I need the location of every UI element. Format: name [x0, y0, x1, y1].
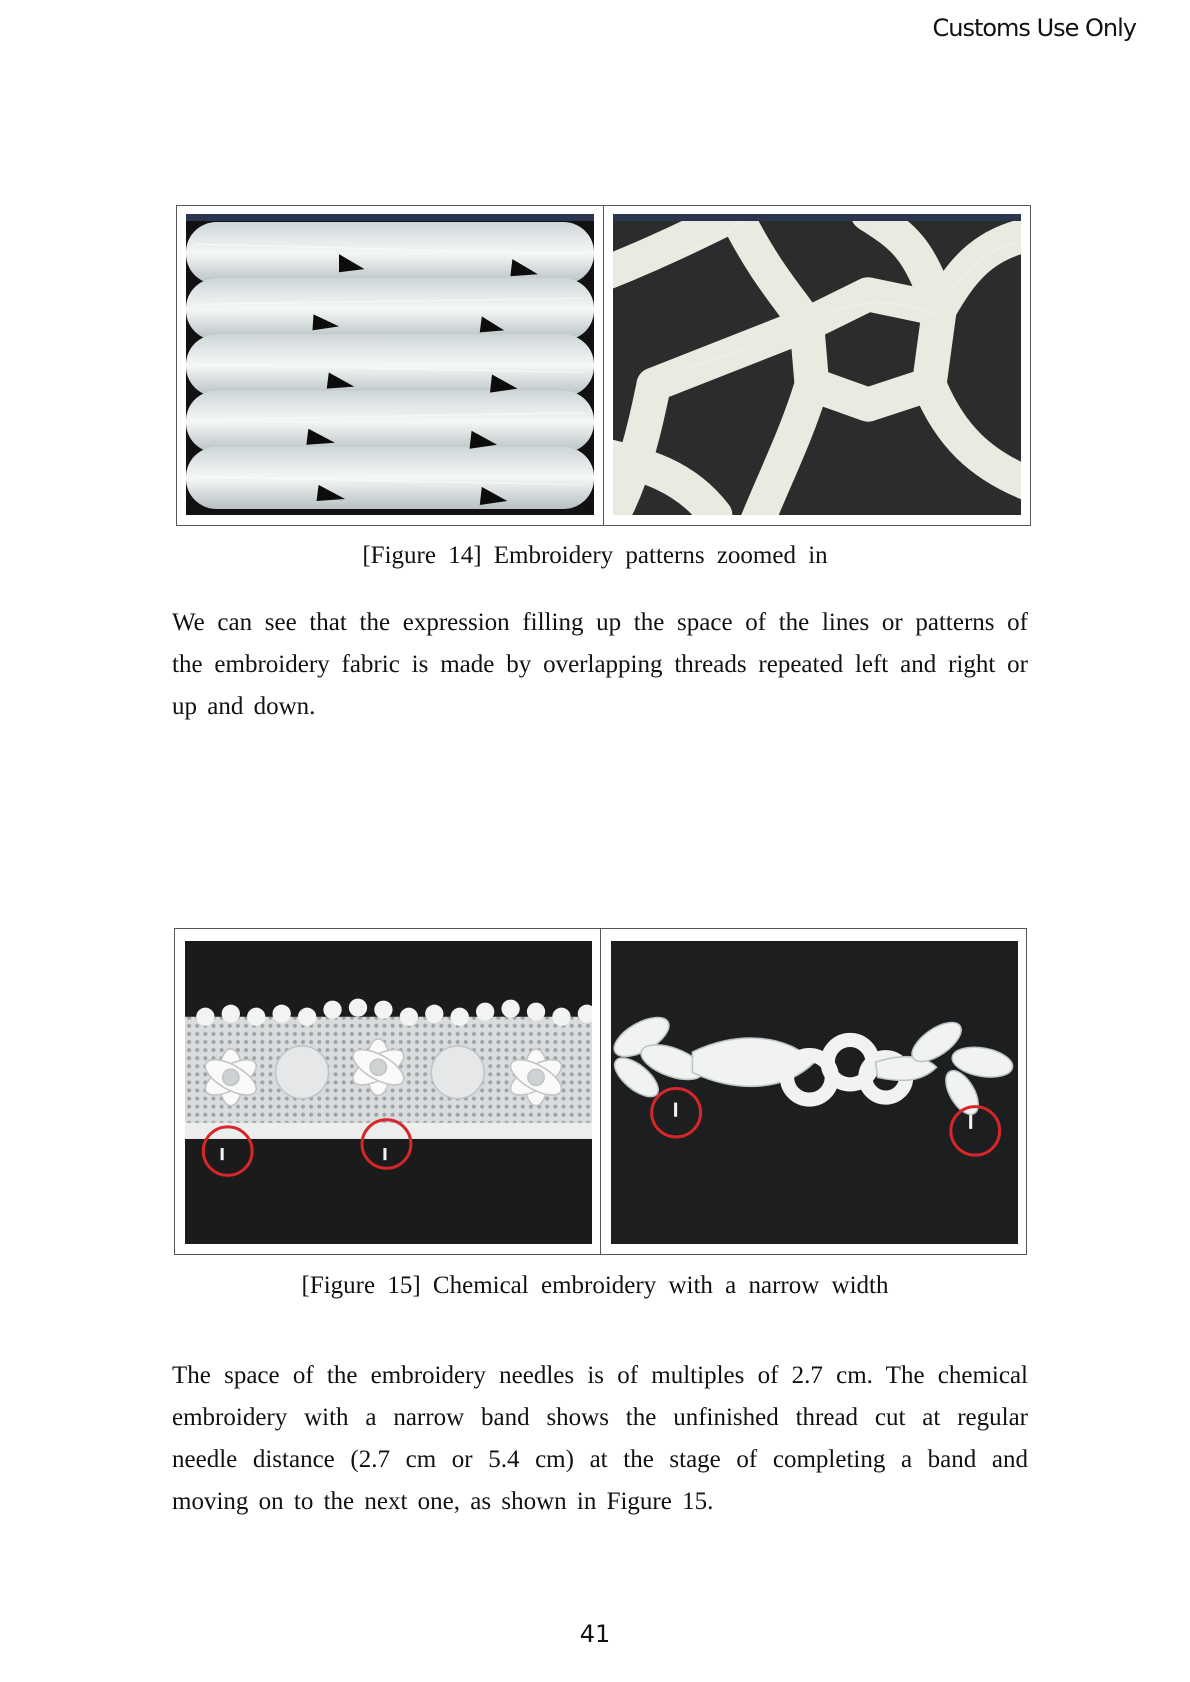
page-number: 41 — [579, 1620, 611, 1648]
header-classification: Customs Use Only — [932, 14, 1136, 42]
figure-15-right-cell — [600, 929, 1026, 1254]
figure-15-caption: [Figure 15] Chemical embroidery with a narrow width — [301, 1272, 889, 1299]
body-paragraph-1: We can see that the expression filling up the space of the lines or patterns of the embroidery fabric is made by overlapping threads repeated left and right or up and down. — [172, 609, 1028, 720]
figure-14-left-cell — [177, 206, 603, 525]
figure-14-right-cell — [603, 206, 1030, 525]
microscope-info-bar — [186, 214, 594, 221]
microscope-info-bar — [613, 214, 1021, 221]
figure-14-caption: [Figure 14] Embroidery patterns zoomed in — [362, 542, 828, 569]
figure-15-left-cell — [175, 929, 600, 1254]
figure-14-frame — [176, 205, 1031, 526]
lace-band-leaves-photo-icon — [611, 941, 1018, 1244]
lace-band-flowers-photo-icon — [185, 941, 592, 1244]
microscope-photo-lace-loops-icon — [613, 214, 1021, 515]
figure-15-frame — [174, 928, 1027, 1255]
microscope-photo-thread-stitches-icon — [186, 214, 594, 515]
body-paragraph-2: The space of the embroidery needles is of multiples of 2.7 cm. The chemical embroidery with a narrow band shows the unfinished thread cut at regular needle distance (2.7 cm or 5.4 cm) at the stage of completing a band and moving on to the next one, as shown in Figure 15. — [172, 1362, 1028, 1515]
